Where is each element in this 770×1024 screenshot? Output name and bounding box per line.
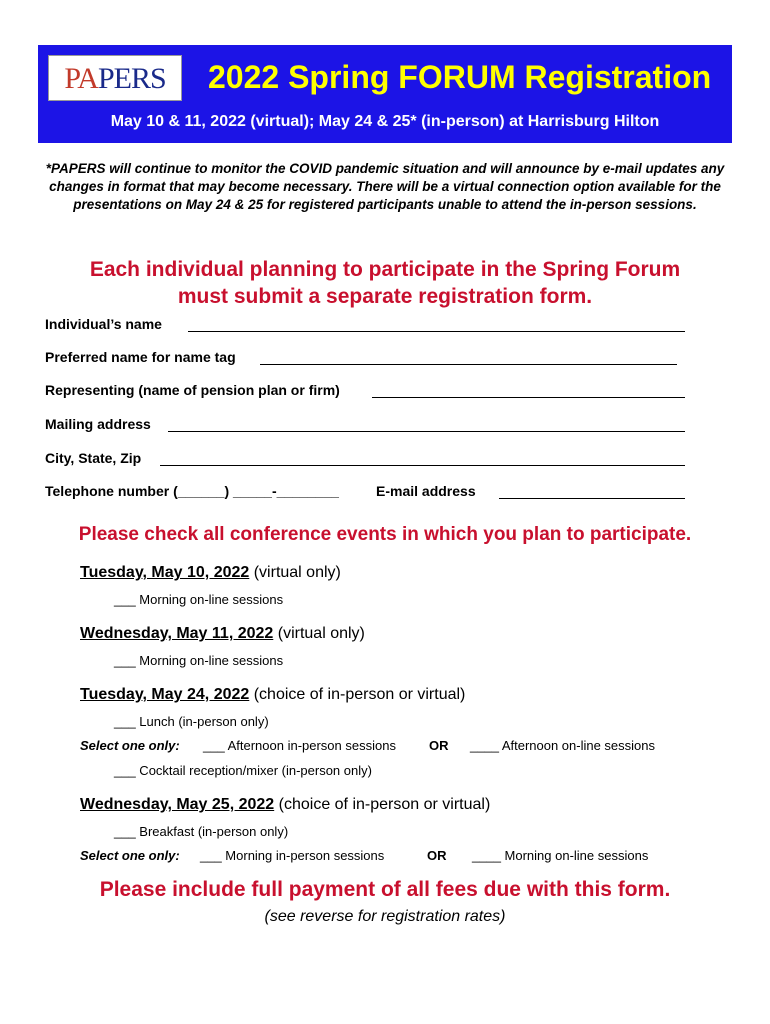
email-field[interactable]: [376, 483, 686, 501]
covid-notice: *PAPERS will continue to monitor the COVID pandemic situation and will announce by e-mail updates any changes in format that may become necessary. There will be a virtual connection option available for the presentations on May 24 & 25 for registered participants unable to attend the in-person sessions.: [45, 161, 725, 212]
day-date: Wednesday, May 25, 2022: [80, 796, 275, 813]
email-label: E-mail address: [376, 483, 476, 499]
day-note: (choice of in-person or virtual): [274, 796, 491, 813]
page-title: 2022 Spring FORUM Registration: [208, 59, 712, 95]
check-events-heading: Please check all conference events in which you plan to participate.: [78, 524, 692, 545]
individual-heading-line1: Each individual planning to participate in the Spring Forum: [89, 258, 681, 281]
day-date: Wednesday, May 11, 2022: [80, 625, 274, 642]
preferred-name-field[interactable]: [45, 349, 687, 367]
representing-label: Representing (name of pension plan or firm): [45, 382, 340, 398]
email-line[interactable]: [499, 498, 685, 499]
day-note: (virtual only): [273, 625, 365, 642]
day-date: Tuesday, May 24, 2022: [80, 686, 250, 703]
event-day-may25: [80, 796, 490, 814]
mailing-address-label: Mailing address: [45, 416, 151, 432]
option-may24-cocktail[interactable]: ___ Cocktail reception/mixer (in-person only): [114, 763, 372, 778]
option-may25-morning-inperson[interactable]: ___ Morning in-person sessions: [200, 848, 385, 863]
city-state-zip-field[interactable]: [45, 450, 687, 468]
option-may25-morning-online[interactable]: ____ Morning on-line sessions: [472, 848, 649, 863]
preferred-name-line[interactable]: [260, 364, 677, 365]
name-label: Individual’s name: [45, 316, 162, 332]
name-field[interactable]: [45, 316, 687, 334]
preferred-name-label: Preferred name for name tag: [45, 349, 236, 365]
individual-heading: [0, 256, 770, 310]
day-date: Tuesday, May 10, 2022: [80, 564, 250, 581]
representing-field[interactable]: [45, 382, 687, 400]
event-dates: May 10 & 11, 2022 (virtual); May 24 & 25* (in-person) at Harrisburg Hilton: [110, 113, 660, 130]
city-state-zip-line[interactable]: [160, 465, 685, 466]
representing-line[interactable]: [372, 397, 685, 398]
option-may24-afternoon-inperson[interactable]: ___ Afternoon in-person sessions: [203, 738, 396, 753]
select-one-label: Select one only:: [80, 738, 180, 753]
individual-heading-line2: must submit a separate registration form.: [177, 285, 593, 308]
city-state-zip-label: City, State, Zip: [45, 450, 142, 466]
header-banner: [38, 45, 732, 143]
reverse-note: (see reverse for registration rates): [264, 908, 506, 925]
option-may10-morning-online[interactable]: ___ Morning on-line sessions: [114, 592, 284, 607]
day-note: (virtual only): [249, 564, 341, 581]
papers-logo: PAPERS: [48, 55, 182, 101]
payment-heading: Please include full payment of all fees due with this form.: [99, 878, 671, 901]
event-day-may24: [80, 686, 465, 704]
or-label: OR: [429, 738, 449, 753]
event-day-may11: [80, 625, 365, 643]
mailing-address-line[interactable]: [168, 431, 685, 432]
event-day-may10: [80, 564, 341, 582]
option-may24-afternoon-online[interactable]: ____ Afternoon on-line sessions: [470, 738, 656, 753]
or-label: OR: [427, 848, 447, 863]
option-may11-morning-online[interactable]: ___ Morning on-line sessions: [114, 653, 284, 668]
option-may25-breakfast[interactable]: ___ Breakfast (in-person only): [114, 824, 289, 839]
telephone-field[interactable]: [45, 483, 355, 501]
select-one-label: Select one only:: [80, 848, 180, 863]
mailing-address-field[interactable]: [45, 416, 687, 434]
telephone-label: Telephone number (______) _____-________: [45, 483, 339, 499]
name-line[interactable]: [188, 331, 685, 332]
day-note: (choice of in-person or virtual): [249, 686, 466, 703]
option-may24-lunch[interactable]: ___ Lunch (in-person only): [114, 714, 269, 729]
